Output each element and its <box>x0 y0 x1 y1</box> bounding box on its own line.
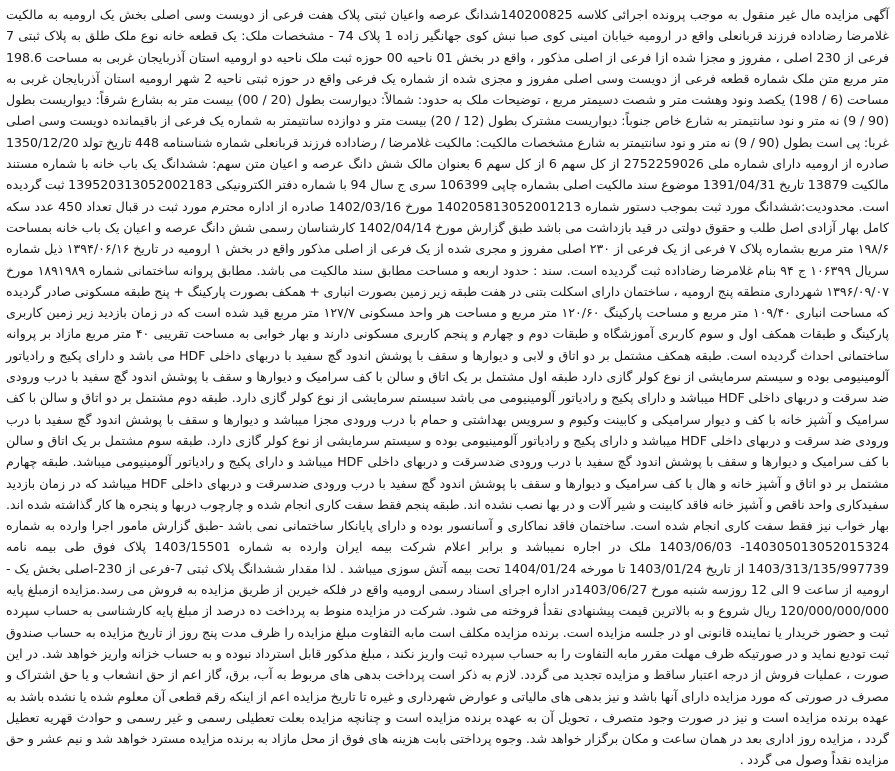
notice-body-text: آگهی مزایده مال غیر منقول به موجب پرونده اجرائی کلاسه 140200825شدانگ عرصه واعیان ثبتی پلاک هفت فرعی از دویست وسی اصلی بخش یک ارومیه به مالکیت غلامرضا رضاداده فرزند قربانعلی واقع در ارومیه خیابان امینی کوی صبا نبش کوی جهانگیر زاده 1 پلاک 74 - مشخصات ملک: یک قطعه خانه نوع ملک طلق به پلاک ثبتی 7 فرعی از 230 اصلی ، مفروز و مجزا شده ازا فرعی از اصلی مذکور ، واقع در بخش 01 ناحیه 00 حوزه ثبت ملک ناحیه دو ارومیه استان آذربایجان غربی به مساحت 198.6 متر مربع متن ملک شماره قطعه فرعی از دویست وسی اصلی مفروز و مجزی شده از شماره یک فرعی واقع در حوزه ثبتی ناحیه 2 شهر ارومیه استان آذربایجان غربی به مساحت (6 / 198) یکصد ونود وهشت متر و شصت دسیمتر مربع ، توضیحات ملک به حدود: شمالاً: دیوارست بطول (20 / 00) بیست متر به بشارع شرقاً: دیواریست بطول (90 / 9) نه متر و نود سانتیمتر به شارع خاص جنوباً: دیواریست مشترک بطول (12 / 20) بیست متر و دوازده سانتیمتر به شماره یک فرعی از باقیمانده دویست وسی اصلی غربا: پی است بطول (90 / 9) نه متر و نود سانتیمتر به شارع مشخصات مالکیت: مالکیت غلامرضا / رضاداده فرزند قربانعلی شماره شناسنامه 448 تاریخ تولد 1350/12/20 صادره از ارومیه دارای شماره ملی 2752259026 از کل سهم 6 از کل سهم 6 بعنوان مالک شش دانگ عرصه و اعیان متن سهم: ششدانگ یک باب خانه با شماره مستند مالکیت 13879 تاریخ 1391/04/31 موضوع سند مالکیت اصلی بشماره چاپی 106399 سری ج سال 94 با شماره دفتر الکترونیکی 139520313052002183 ثبت گردیده است. محدودیت:ششدانگ مورد ثبت بموجب دستور شماره 140205813052001213 مورخ 1402/03/16 صادره از اداره محترم مورد ثبت در قبال تعداد 450 عدد سکه کامل بهار آزادی اصل طلب و حقوق دولتی در قید بازداشت می باشد طبق گزارش مورخ 1402/04/14 کارشناسان رسمی شش دانگ عرصه و اعیان یک باب خانه بمساحت ۱۹۸/۶ متر مربع بشماره پلاک ۷ فرعی از یک فرعی از ۲۳۰ اصلی مفروز و مجری شده از یک فرعی از اصلی مذکور واقع در بخش ۱ ارومیه در تاریخ ۱۳۹۴/۰۶/۱۶ ذیل شماره سریال ۱۰۶۳۹۹ ج ۹۴ بنام غلامرضا رضاداده ثبت گردیده است. سند : حدود اربعه و مساحت مطابق سند مالکیت می باشد. مطابق پروانه ساختمانی شماره ۱۸۹۱۹۸۹ مورخ ۱۳۹۶/۰۹/۰۷ شهرداری منطقه پنج ارومیه ، ساختمان دارای اسکلت بتنی در هفت طبقه زیر زمین بصورت انباری + همکف بصورت پارکینگ + پنج طبقه مسکونی صادر گردیده که مساحت انباری ۱۰۹/۴۰ متر مربع و مساحت پارکینگ ۱۲۰/۶۰ متر مربع و مساحت هر واحد مسکونی ۱۲۷/۷ متر مربع قید شده است که در زمان بازدید زیر زمین کاربری پارکینگ و طبقات همکف اول و سوم کاربری آموزشگاه و طبقات دوم و چهارم و پنجم کاربری مسکونی دارند و بهار خوابی به مساحت تقریبی ۴۰ متر مربع مازاد بر پروانه ساختمانی احداث گردیده است. طبقه همکف مشتمل بر دو اتاق و لابی و دیوارها و سقف با پوشش اندود گچ سفید با دربهای داخلی HDF می باشد و دارای پکیج و رادیاتور آلومینیومی بوده و سیستم سرمایشی از نوع کولر گازی دارد طبقه اول مشتمل بر یک اتاق و سالن با کف سرامیک و دیوارها و سقف با پوشش اندود گچ سفید با درب ورودی ضد سرقت و دربهای داخلی HDF میباشد و دارای پکیج و رادیاتور آلومینیومی می باشد سیستم سرمایشی از نوع کولر گازی دارد. طبقه دوم مشتمل بر دو اتاق و سالن با کف سرامیک و آشپز خانه با کف و دیوار سرامیکی و کابینت وکیوم و سرویس بهداشتی و حمام با درب ورودی مجزا میباشد و دیوارها و سقف با پوشش اندود گچ سفید با درب ورودی ضد سرقت و دربهای داخلی HDF میباشد و دارای پکیج و رادیاتور آلومینیومی بوده و سیستم سرمایشی از نوع کولر گازی دارد. طبقه سوم مشتمل بر یک اتاق و سالن با کف سرامیک و دیوارها و سقف با پوشش اندود گچ سفید با درب ورودی ضدسرقت و دربهای داخلی HDF میباشد و دارای پکیج و رادیاتور آلومینیومی میباشد. طبقه چهارم مشتمل بر دو اتاق و آشپز خانه و هال با کف سرامیک و دیوارها و سقف با پوشش اندود گچ سفید با درب ورودی ضدسرقت و دربهای داخلی HDF میباشد که در زمان بازدید سفیدکاری واحد ناقص و آشپز خانه فاقد کابینت و شیر آلات و در بها نصب نشده اند. طبقه پنجم فقط سفت کاری انجام شده و چارچوب دربها و پنجره ها کار گذاشته شده اند. بهار خواب نیز فقط سفت کاری انجام شده است. ساختمان فاقد نماکاری و آسانسور بوده و دارای پایانکار ساختمانی نمی باشد -طبق گزارش مامور اجرا وارده به شماره 140305013052015324- 1403/06/03 ملک در اجاره نمیباشد و برابر اعلام شرکت بیمه ایران وارده به شماره 1403/15501 پلاک فوق طی بیمه نامه 1403/313/135/997739 از تاریخ 1403/01/24 تا مورخه 1404/01/24 تحت بیمه آتش سوزی میباشد . لذا مقدار ششدانگ پلاک ثبتی 7-فرعی از 230-اصلی بخش یک - ارومیه از ساعت 9 الی 12 روزسه شنبه مورخ 1403/06/27در اداره اجرای اسناد رسمی ارومیه واقع در فلکه خیرین از طریق مزایده به فروش می رسد.مزایده ازمبلغ پایه 120/000/000/000 ریال شروع و به بالاترین قیمت پیشنهادی نقدأ فروخته می شود. شرکت در مزایده منوط به پرداخت ده درصد از مبلغ پایه کارشناسی به حساب سپرده ثبت و حضور خریدار یا نماینده قانونی او در جلسه مزایده است. برنده مزایده مکلف است مابه التفاوت مبلغ مزایده را ظرف مدت پنج روز از تاریخ مزایده به حساب صندوق ثبت تودیع نماید و در صورتیکه ظرف مهلت مقرر مابه التفاوت را به حساب سپرده ثبت واریز نکند ، مبلغ مذکور قابل استرداد نبوده و به حساب خزانه واریز خواهد شد. در این صورت ، عملیات فروش از درجه اعتبار ساقط و مزایده تجدید می گردد. لازم به ذکر است پرداخت بدهی های مربوط به آب، برق، گاز اعم از حق انشعاب و یا حق اشتراک و مصرف در صورتی که مورد مزایده دارای آنها باشد و نیز بدهی های مالیاتی و عوارض شهرداری و غیره تا تاریخ مزایده اعم از اینکه رقم قطعی آن معلوم شده یا نشده باشد به عهده برنده مزایده است و نیز در صورت وجود متصرف ، تحویل آن به عهده برنده مزایده است و چنانچه مزایده بعلت تعطیلی رسمی و غیر رسمی و حوادث قهریه تعطیل گردد ، مزایده روز اداری بعد در همان ساعت و مکان برگزار خواهد شد. وجوه پرداختی بابت هزینه های فوق از محل مازاد به برنده مزایده مسترد خواهد شد و نیم عشر و حق مزایده نقداً وصول می گردد . <box>6 7 890 768</box>
